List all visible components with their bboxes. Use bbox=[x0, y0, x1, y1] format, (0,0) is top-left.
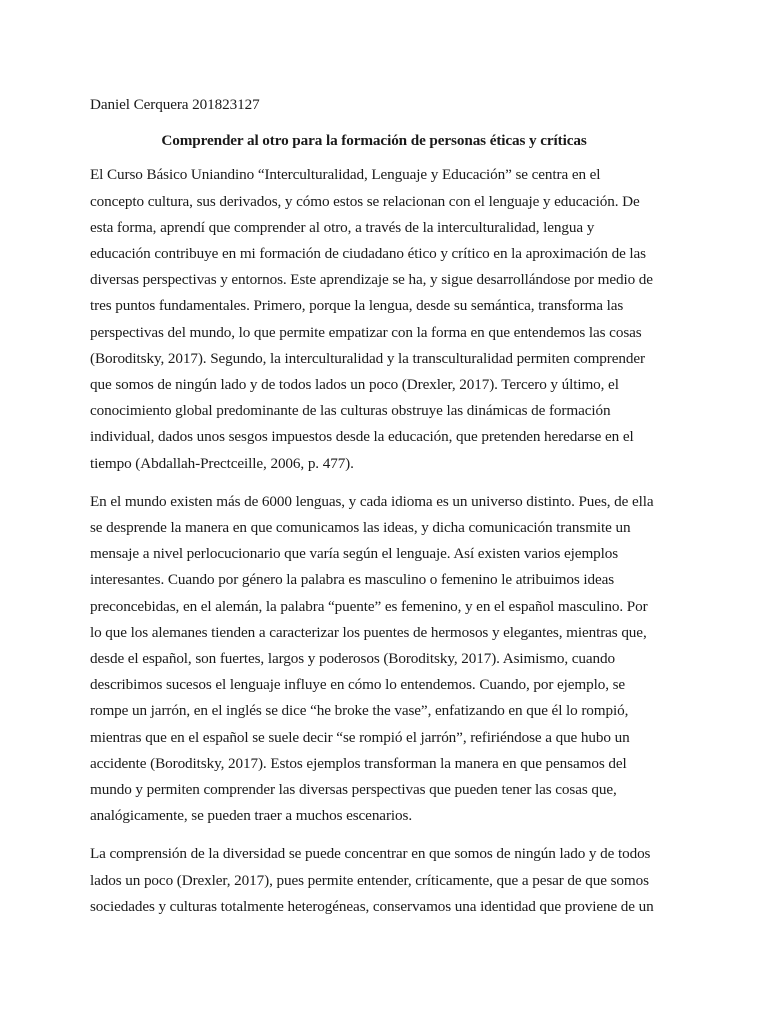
paragraph-1: El Curso Básico Uniandino “Interculturalidad, Lenguaje y Educación” se centra en el concepto cultura, sus derivados, y cómo estos se relacionan con el lenguaje y educación. De esta forma, aprendí que comprender al otro, a través de la interculturalidad, lengua y educación contribuye en mi formación de ciudadano ético y crítico en la aproximación de las diversas perspectivas y entornos. Este aprendizaje se ha, y sigue desarrollándose por medio de tres puntos fundamentales. Primero, porque la lengua, desde su semántica, transforma las perspectivas del mundo, lo que permite empatizar con la forma en que entendemos las cosas (Boroditsky, 2017). Segundo, la interculturalidad y la transculturalidad permiten comprender que somos de ningún lado y de todos lados un poco (Drexler, 2017). Tercero y último, el conocimiento global predominante de las culturas obstruye las dinámicas de formación individual, dados unos sesgos impuestos desde la educación, que pretenden heredarse en el tiempo (Abdallah-Prectceille, 2006, p. 477). bbox=[90, 166, 653, 472]
paragraph-2: En el mundo existen más de 6000 lenguas, y cada idioma es un universo distinto. Pues, de ella se desprende la manera en que comunicamos las ideas, y dicha comunicación transmite un mensaje a nivel perlocucionario que varía según el lenguaje. Así existen varios ejemplos interesantes. Cuando por género la palabra es masculino o femenino le atribuimos ideas preconcebidas, en el alemán, la palabra “puente” es femenino, y en el español masculino. Por lo que los alemanes tienden a caracterizar los puentes de hermosos y elegantes, mientras que, desde el español, son fuertes, largos y poderosos (Boroditsky, 2017). Asimismo, cuando describimos sucesos el lenguaje influye en cómo lo entendemos. Cuando, por ejemplo, se rompe un jarrón, en el inglés se dice “he broke the vase”, enfatizando en que él lo rompió, mientras que en el español se suele decir “se rompió el jarrón”, refiriéndose a que hubo un accidente (Boroditsky, 2017). Estos ejemplos transforman la manera en que pensamos del mundo y permiten comprender las diversas perspectivas que pueden tener las cosas que, analógicamente, se pueden traer a muchos escenarios. bbox=[90, 492, 654, 825]
paragraph-3: La comprensión de la diversidad se puede concentrar en que somos de ningún lado y de todos lados un poco (Drexler, 2017), pues permite entender, críticamente, que a pesar de que somos sociedades y culturas totalmente heterogéneas, conservamos una identidad que proviene de un bbox=[90, 845, 654, 915]
author-line: Daniel Cerquera 201823127 bbox=[90, 96, 260, 113]
document-title: Comprender al otro para la formación de personas éticas y críticas bbox=[161, 132, 587, 150]
